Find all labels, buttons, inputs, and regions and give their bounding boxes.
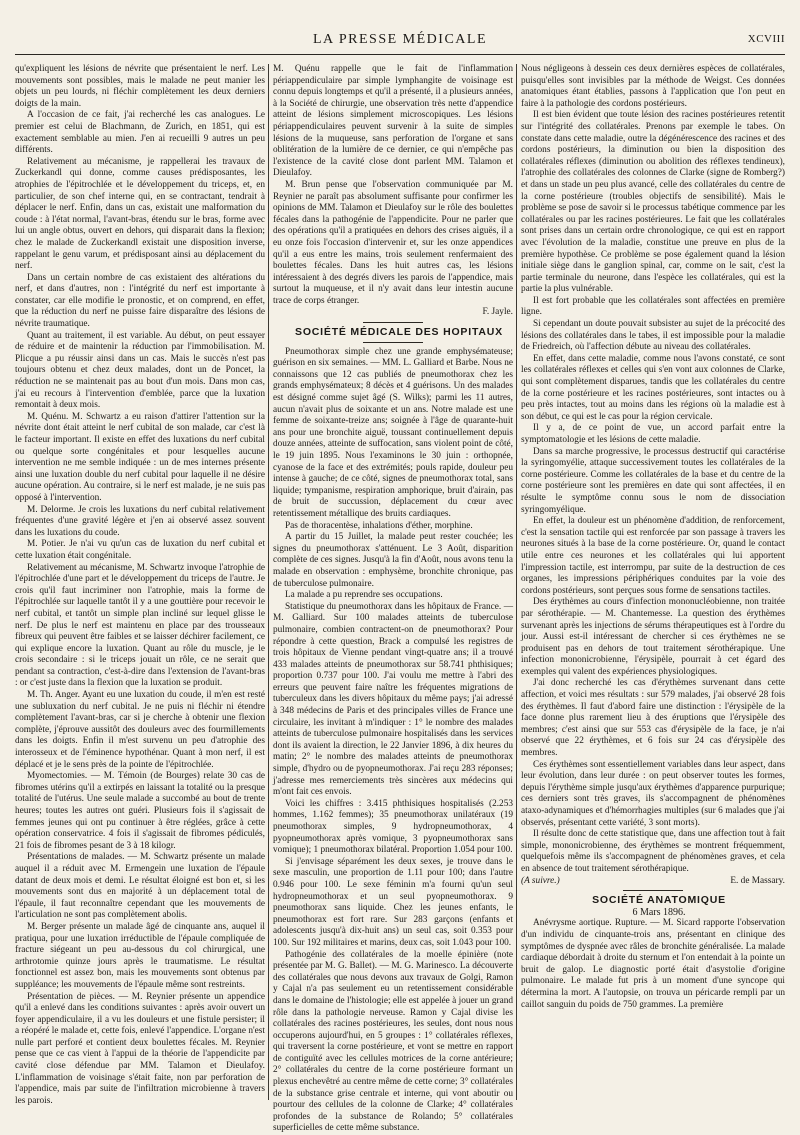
author-signature: E. de Massary. — [730, 875, 785, 886]
paragraph: A l'occasion de ce fait, j'ai recherché les cas analogues. Le premier est celui de Blachmann, de Zurich, en 1851, qui est exactement semblable au mien. J'en ai recueilli 9 autres un peu différents. — [15, 110, 265, 156]
paragraph: Si cependant un doute pouvait subsister au sujet de la précocité des lésions des collatérales dans le tabes, il est impossible pour la maladie de Friedreich, où l'affection débute au niveau des collatérales. — [521, 319, 785, 353]
paragraph: Présentations de malades. — M. Schwartz présente un malade auquel il a réduit avec M. Ermengein une luxation de l'épaule datant de deux mois et demi. Le résultat éloigné est bon et, si les mouvements sont dus en majorité à un déplacement total de l'épaule, il faut reconnaître cependant que les mouvements de l'articulation ne sont pas complètement abolis. — [15, 852, 265, 921]
paragraph: La malade a pu reprendre ses occupations. — [285, 590, 443, 601]
paragraph: M. Th. Anger. Ayant eu une luxation du coude, il m'en est resté une subluxation du nerf cubital. Je ne puis ni fléchir ni étendre complètement l'avant-bras, car si je cherche à obtenir une flexion complète, j'éprouve aussitôt des douleurs avec des fourmillements dans les doigts. Enfin il m'est survenu un peu d'atrophie des interosseux et de l'éminence hypothénar. Quant à mon nerf, il est déplacé et je le sens près de la pointe de l'épitrochlée. — [15, 690, 265, 770]
paragraph: M. Delorme. Je crois les luxations du nerf cubital relativement fréquentes d'une gravité légère et j'en ai observé assez souvent dans les luxations du coude. — [15, 504, 265, 538]
column-rule — [516, 64, 517, 1100]
paragraph: Relativement au mécanisme, M. Schwartz invoque l'atrophie de l'épitrochlée d'une part et le développement du triceps de l'autre. Je crois qu'il faut incriminer non l'atrophie, mais la forme de l'épitrochlée sur laquelle tantôt il y a une gouttière pour recevoir le nerf cubital, et tantôt un simple plan incliné sur lequel glisse le nerf. De plus le nerf est maintenu en place par des trousseaux fibreux qui peuvent être faibles et se laisser déchirer facilement, ce qui explique encore la luxation. Quant au rôle du muscle, je le crois secondaire : si le triceps jouait un rôle, ce ne serait que pendant sa contraction, c'est-à-dire dans l'extension de l'avant-bras : or c'est juste dans la flexion que la luxation se produit. — [15, 562, 265, 689]
journal-title: LA PRESSE MÉDICALE — [312, 32, 487, 47]
paragraph: Il y a, de ce point de vue, un accord parfait entre la symptomatologie et les lésions de cette maladie. — [521, 423, 785, 445]
column-rule — [268, 64, 269, 1100]
paragraph: En effet, la douleur est un phénomène d'addition, de renforcement, c'est la sensation tactile qui est renforcée par son passage à travers les neurones situés à la base de la corne postérieure. Or, quand le contact utile entre ces neurones et les collatérales qui lui apportent l'impression tactile, est interrompu, par suite de la destruction de ces organes, les impressions périphériques conduites par la voie des cordons postérieurs, sont perçues sous forme de sensations tactiles. — [521, 516, 785, 596]
paragraph: Relativement au mécanisme, je rappellerai les travaux de Zuckerkandl qui donne, comme causes prédisposantes, les atrophies de l'épitrochlée et le développement du triceps, et, en particulier, de son chef interne qui, en se contractant, tendrait à déplacer le nerf. Enfin, dans un cas, existait une malformation du coude : à l'état normal, l'avant-bras, étendu sur le bras, forme avec lui un angle obtus, ouvert en dehors, qui disparait dans la flexion; chez le malade de Zuckerkandl existait une disposition inverse, rappelant le genu varum, et prédisposant ainsi au déplacement du nerf. — [15, 156, 265, 272]
paragraph: Il est fort probable que les collatérales sont affectées en première ligne. — [521, 295, 785, 318]
paragraph: Présentation de pièces. — M. Reynier présente un appendice qu'il a enlevé dans les conditions suivantes : après avoir ouvert un foyer appendiculaire, il a vu les douleurs et une fistule persister; il a réopéré le malade et, cette fois, enlevé l'appendice. L'organe n'est nulle part perforé et contient deux boulettes fécales. M. Reynier pense que ce cas vient à l'appui de la théorie de l'appendicite par cavité close défendue par MM. Talamon et Dieulafoy. L'inflammation de voisinage s'était faite, non par perforation de l'appendice, mais par suite de l'infiltration microbienne à travers les parois. — [15, 991, 265, 1106]
paragraph: Pas de thoracentèse, inhalations d'éther, morphine. — [285, 520, 473, 531]
paragraph: En effet, dans cette maladie, comme nous l'avons constaté, ce sont les collatérales réflexes et celles qui s'en vont aux colonnes de Clarke, qui sont complètement disparues, tandis que les collatérales du centre de la corne postérieure et les racines postérieures, sont intactes ou à peu près intactes, tout au moins dans les régions où la maladie est à son début, ce qui est le cas pour la région cervicale. — [521, 353, 785, 422]
paragraph: Il résulte donc de cette statistique que, dans une affection tout à fait simple, mononicrobienne, des érythèmes se montrent fréquemment, quelquefois même ils s'accompagnent de phénomènes graves, et cela en absence de tout traitement sérothérapique. — [521, 829, 785, 874]
section-date: 6 Mars 1896. — [632, 906, 686, 918]
paragraph: Pathogénie des collatérales de la moelle épinière (note présentée par M. G. Ballet). — M. G. Marinesco. La découverte des collatérales que nous devons aux travaux de Golgi, Ramon y Cajal n'a pas seulement eu un retentissement considérable dans le domaine de l'histologie; elle est appelée à jouer un grand rôle dans la pathologie nerveuse. Ramon y Cajal divise les collatérales des racines postérieures, les seules, dont nous nous occuperons aujourd'hui, en 5 groupes : 1° collatérales réflexes, qui traversent la corne postérieure, et vont se mettre en rapport de contiguïté avec les cellules motrices de la corne antérieure; 2° collatérales du centre de la corne postérieure formant un plexus enchevêtré au centre même de cette corne; 3° collatérales de la substance grise centrale et interne, qui vont aboutir ou pourtour des cellules de la colonne de Clarke; 4° collatérales profondes de la substance de Rolando; 5° collatérales superficielles de cette même substance. — [273, 949, 513, 1134]
paragraph: Si j'envisage séparément les deux sexes, je trouve dans le sexe masculin, une proportion de 1.11 pour 100; dans l'autre 0.946 pour 100. Le sexe féminin m'a fourni qu'un seul hydropneumothorax et un seul pyopneumothorax. 9 pneumothorax sans liquide. Chez les jeunes enfants, le pneumothorax est fort rare. Sur 283 garçons (enfants et adolescents jusqu'à dix-huit ans) un seul cas, soit 0.353 pour 100. Sur 192 militaires et marins, deux cas, soit 1.043 pour 100. — [273, 856, 513, 948]
article-signoff — [521, 876, 785, 888]
page-number: XCVIII — [747, 33, 785, 45]
paragraph: M. Brun pense que l'observation communiquée par M. Reynier ne paraît pas absolument suffisante pour confirmer les opinions de MM. Talamon et Dieulafoy sur le rôle des boulettes fécales dans la pathogénie de l'appendicite. Pour ne parler que des opérations qu'il a pratiquées en dehors des crises aiguës, il a eu onze fois l'occasion d'intervenir et, sur les onze appendices qu'il a eus entre les mains, trois seulement renfermaient des boulettes fécales. Dans les huit autres cas, les lésions intéressaient à des degrés divers les parois de l'appendice, mais surtout la muqueuse, et il n'y avait dans leur intestin aucune trace de corps étranger. — [273, 179, 513, 306]
paragraph: Des érythèmes au cours d'infection mononucléobienne, non traitée par sérothérapie. — M. Chantemesse. La question des érythèmes survenant après les injections de sérums thérapeutiques est à l'ordre du jour. Aussi est-il intéressant de chercher si ces érythèmes ne se produisent pas en dehors de tout traitement sérothérapique. Une infection mononicrobienne, l'érysipèle, pourrait à cet égard des exemples qui valent des expériences physiologiques. — [521, 597, 785, 677]
section-divider — [363, 322, 423, 323]
column-left — [15, 64, 265, 1106]
column-right — [521, 64, 785, 1100]
paragraph: M. Quénu. M. Schwartz a eu raison d'attirer l'attention sur la névrite dont était atteint le nerf cubital de son malade, car c'est là le facteur important. Il existe en effet des luxations du nerf cubital ou quelque sorte congénitales et pour lesquelles aucune intervention ne me semble indiquée : un de mes internes présente ainsi une luxation double du nerf cubital pour laquelle il ne désire aucune opération. Au contraire, si le nerf est malade, je ne suis pas opposé à l'intervention. — [15, 411, 265, 503]
paragraph: M. Berger présente un malade âgé de cinquante ans, auquel il pratiqua, pour une luxation irréductible de l'épaule compliquée de fracture siégeant un peu au-dessous du col chirurgical, une arthrotomie quinze jours après le traumatisme. Le résultat fonctionnel est assez bon, mais les mouvements sont obtenus par suppléance; les mouvements de l'épaule même sont restreints. — [15, 921, 265, 990]
author-signature: F. Jayle. — [482, 307, 513, 318]
to-be-continued: (A suivre.) — [521, 875, 560, 886]
paragraph: Dans sa marche progressive, le processus destructif qui caractérise la syringomyélie, attaque successivement toutes les collatérales de la corne postérieure. Comme les collatérales de la base et du centre de la corne postérieure sont les premières en date qui sont affectées, il en résulte le symptôme connu sous le nom de dissociation syringomyélique. — [521, 446, 785, 515]
section-divider — [363, 342, 423, 343]
paragraph: Il est bien évident que toute lésion des racines postérieures retentit sur l'intégrité des collatérales. Prenons par exemple le tabes. On constate dans cette maladie, outre la dégénérescence des racines et des cordons postérieurs, la diminution ou bien la disposition des collatérales réflexes (diminution ou abolition des réflexes tendineux), l'atrophie des collatérales des colonnes de Clarke (signe de Romberg?) et dans un stade un peu plus avancé, celle des collatérales du centre de la corne postérieure (troubles objectifs de sensibilité). Mais le problème se pose de savoir si le processus tabétique commence par les collatérales ou par les racines postérieures. Le fait que les collatérales sont prises dans un certain ordre chronologique, ce qui est en rapport avec l'évolution de la maladie, constitue une preuve en plus de la première hypothèse. Ce problème se pose également quand la lésion initiale siège dans le ganglion spinal, car, comme on le sait, c'est la partie terminale du neurone, dans l'espèce les collatérales, qui est la partie la plus vulnérable. — [521, 110, 785, 295]
section-title: SOCIÉTÉ ANATOMIQUE — [592, 894, 726, 907]
paragraph: Statistique du pneumothorax dans les hôpitaux de France. — M. Galliard. Sur 100 malades atteints de tuberculose pulmonaire, combien contractent-on de pneumothorax? Pour répondre à cette question, Brack a compulsé les registres de trois hôpitaux de Vienne pendant vingt-quatre ans; il a trouvé 433 malades atteints de pneumothorax sur 58.741 phthisiques; proportion 0.737 pour 100. J'ai voulu me mettre à l'abri des erreurs que peuvent faire naître les fréquentes migrations de tuberculeux dans les divers hôpitaux du même pays; j'ai adressé à 348 médecins de Paris et des principales villes de France une circulaire, les invitant à m'indiquer : 1° le nombre des malades atteints de tuberculose pulmonaire hospitalisés dans les services dont ils avaient la direction, le 22 Janvier 1896, à dix heures du matin; 2° le nombre des malades atteints de pneumothorax simple, d'hydro ou de pyopneumothorax. J'ai reçu 283 réponses; j'adresse mes remerciements très sincères aux médecins qui m'ont fait ces envois. — [273, 601, 513, 798]
paragraph: M. Quénu rappelle que le fait de l'inflammation périappendiculaire par simple lymphangite de voisinage est connu depuis longtemps et qu'il a présenté, il a plusieurs années, à la Société de chirurgie, une observation très nette d'appendice atteint de lésions simplement microscopiques. Les lésions périappendiculaires peuvent survenir à la suite de simples lésions de la muqueuse, sans perforation de l'organe et sans oblitération de la lumière de ce dernier, ce qui n'empêche pas l'existence de la cavité close dont parlent MM. Talamon et Dieulafoy. — [273, 64, 513, 179]
page-header — [15, 30, 785, 55]
paragraph: Nous négligeons à dessein ces deux dernières espèces de collatérales, puisqu'elles sont invisibles par la méthode de Weigst. Ces données anatomiques étant établies, passons à l'application que l'on peut en faire à la pathologie des cordons postérieurs. — [521, 64, 785, 109]
paragraph: Dans un certain nombre de cas existaient des altérations du nerf, et dans d'autres, non : l'intégrité du nerf est importante à constater, car elle modifie le pronostic, et on comprend, en effet, que la réduction du nerf ne puisse faire disparaître des lésions de névrite traumatique. — [15, 272, 265, 330]
paragraph: Myomectomies. — M. Témoin (de Bourges) relate 30 cas de fibromes utérins qu'il a extirpés en laissant la totalité ou la presque totalité de l'utérus. Une seule malade a succombé au bout de trente heures; toutes les autres ont guéri. Plusieurs fois il s'agissait de femmes jeunes qui ont pu continuer à être réglées, grâce à cette opération conservatrice. 4 fois il s'agissait de fibromes pédiculés, 21 fois de fibromes pesant de 3 à 18 kilogr. — [15, 771, 265, 851]
paragraph: Pneumothorax simple chez une grande emphysémateuse; guérison en six semaines. — MM. L. Galliard et Barbe. Nous ne connaissons que 12 cas publiés de pneumothorax chez les grands emphysémateux; 8 décès et 4 guérisons. Un des malades est désigné comme sujet âgé (S. Wilks); parmi les 11 autres, aucun n'avait plus de soixante et un ans. Notre malade est une femme de soixante-treize ans; soignée à l'âge de quarante-huit ans pour une bronchite aiguë, toussant continuellement depuis douze années, atteinte de suffocation, sans violent point de côté, le 19 juin 1895. Nous l'examinons le 30 juin : orthopnée, cyanose de la face et des extrémités; pouls rapide, douleur peu intense à gauche; de ce côté, signes de pneumothorax total, sans liquide; tympanisme, respiration amphorique, bruit d'airain, pas de bruit de succussion, déplacement du cœur avec retentissement métallique des bruits cardiaques. — [273, 346, 513, 519]
section-title: SOCIÉTÉ MÉDICALE DES HOPITAUX — [295, 326, 503, 339]
paragraph: M. Potier. Je n'ai vu qu'un cas de luxation du nerf cubital et cette luxation était congénitale. — [15, 539, 265, 561]
paragraph: Anévrysme aortique. Rupture. — M. Sicard rapporte l'observation d'un individu de cinquante-trois ans, présentant en clinique des symptômes de dyspnée avec râles de bronchite généralisée. La malade cardiaque débordait à droite du sternum et l'on entendait à la pointe un bruit de galop. Le diagnostic porté était d'asystolie d'origine pulmonaire. Le malade fut pris à un moment d'une syncope qui détermina la mort. A l'autopsie, on trouva un péricarde rempli par un caillot sanguin du poids de 750 grammes. La première — [521, 918, 785, 1010]
section-divider — [623, 890, 683, 891]
paragraph: Voici les chiffres : 3.415 phthisiques hospitalisés (2.253 hommes, 1.162 femmes); 35 pneumothorax unilatéraux (19 pneumothorax simples, 9 hydropneumothorax, 4 pyopneumothorax après vomique, 3 pyopneumothorax sans vomique); 1 pneumothorax bilatéral. Proportion 1.054 pour 100. — [273, 798, 513, 856]
paragraph: J'ai donc recherché les cas d'érythèmes survenant dans cette affection, et voici mes résultats : sur 579 malades, j'ai observé 28 fois des érythèmes. Il faut d'abord faire une distinction : l'érysipèle de la face donne plus rarement lieu à des éruptions que l'érysipèle des membres; c'est ainsi que sur 553 cas d'érysipèle de la face, je n'ai observé que 22 érythèmes, et 6 fois sur 24 cas d'érysipèle des membres. — [521, 678, 785, 759]
paragraph: qu'expliquent les lésions de névrite que présentaient le nerf. Les mouvements sont possibles, mais le malade ne peut manier les objets un peu lourds, ni fléchir complètement les deux derniers doigts de la main. — [15, 64, 265, 109]
paragraph: Quant au traitement, il est variable. Au début, on peut essayer de réduire et de maintenir la réduction par l'immobilisation. M. Plicque a pu réussir ainsi dans un cas. Mais le succès n'est pas toujours obtenu et chez deux malades, dont un de Poncet, la réduction ne se maintenait pas au bout d'un mois. Dans mon cas, j'ai eu recours à l'intervention d'emblée, parce que la luxation remontait à deux mois. — [15, 330, 265, 411]
column-middle — [273, 64, 513, 1134]
paragraph: A partir du 15 Juillet, la malade peut rester couchée; les signes du pneumothorax s'atténuent. Le 3 Août, disparition complète de ces signes. Jusqu'à la fin d'Août, nous avons tenu la malade en observation : emphysème, bronchite chronique, pas de tuberculose pulmonaire. — [273, 532, 513, 589]
paragraph: Ces érythèmes sont essentiellement variables dans leur aspect, dans leur évolution, dans leur durée : on peut observer toutes les formes, depuis l'érythème simple jusqu'aux érythèmes d'apparence purpurique; ces derniers sont très graves, ils s'accompagnent de phénomènes ataxo-adynamiques et d'hémorrhagies multiples (sur 6 malades que j'ai observés, présentant cette variété, 3 sont morts). — [521, 759, 785, 828]
